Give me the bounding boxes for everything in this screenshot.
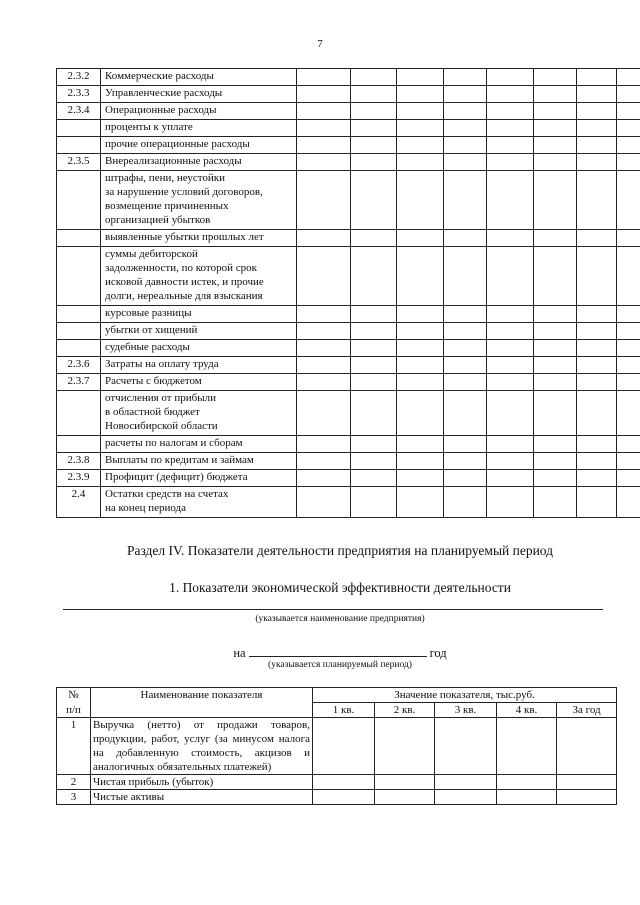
value-cell[interactable] — [617, 306, 640, 323]
row-name-line: Управленческие расходы — [105, 87, 223, 99]
enterprise-caption: (указывается наименование предприятия) — [255, 614, 425, 624]
indicator-value-cell[interactable] — [435, 790, 497, 805]
value-cell[interactable] — [444, 120, 487, 137]
value-cell[interactable] — [577, 69, 617, 86]
indicator-value-cell[interactable] — [435, 718, 497, 775]
period-suffix: год — [429, 646, 447, 660]
indicator-value-cell[interactable] — [557, 775, 617, 790]
value-cell[interactable] — [577, 436, 617, 453]
value-cell[interactable] — [297, 230, 351, 247]
row-number: 2.3.8 — [57, 453, 101, 470]
value-cell[interactable] — [397, 247, 444, 306]
value-cell[interactable] — [577, 340, 617, 357]
value-cell[interactable] — [617, 470, 640, 487]
value-cell[interactable] — [617, 357, 640, 374]
value-cell[interactable] — [444, 323, 487, 340]
value-cell[interactable] — [577, 103, 617, 120]
value-cell[interactable] — [617, 120, 640, 137]
enterprise-name-line — [63, 609, 603, 610]
value-cell[interactable] — [351, 154, 397, 171]
period-header: 2 кв. — [375, 703, 435, 718]
value-cell[interactable] — [577, 323, 617, 340]
budget-row — [57, 340, 640, 357]
value-cell[interactable] — [534, 470, 577, 487]
value-cell[interactable] — [617, 171, 640, 230]
value-cell[interactable] — [487, 453, 534, 470]
row-name — [101, 247, 297, 306]
budget-row — [57, 230, 640, 247]
value-cell[interactable] — [577, 171, 617, 230]
row-name-line: отчисления от прибыли — [105, 392, 216, 404]
value-cell[interactable] — [444, 357, 487, 374]
value-cell[interactable] — [444, 340, 487, 357]
row-name — [101, 453, 297, 470]
value-cell[interactable] — [487, 230, 534, 247]
row-name — [101, 487, 297, 518]
value-cell[interactable] — [351, 171, 397, 230]
indicator-value-cell[interactable] — [557, 790, 617, 805]
period-prefix: на — [233, 646, 246, 660]
row-number — [57, 306, 101, 323]
value-cell[interactable] — [297, 323, 351, 340]
value-cell[interactable] — [397, 137, 444, 154]
row-name — [101, 357, 297, 374]
value-cell[interactable] — [297, 306, 351, 323]
value-cell[interactable] — [397, 374, 444, 391]
value-cell[interactable] — [534, 487, 577, 518]
value-cell[interactable] — [297, 470, 351, 487]
value-cell[interactable] — [577, 137, 617, 154]
value-cell[interactable] — [577, 453, 617, 470]
value-cell[interactable] — [297, 453, 351, 470]
value-cell[interactable] — [351, 137, 397, 154]
value-cell[interactable] — [487, 120, 534, 137]
indicator-value-cell[interactable] — [375, 718, 435, 775]
value-cell[interactable] — [617, 374, 640, 391]
row-number — [57, 137, 101, 154]
value-cell[interactable] — [297, 487, 351, 518]
value-cell[interactable] — [397, 230, 444, 247]
value-cell[interactable] — [534, 374, 577, 391]
indicator-number: 3 — [57, 790, 91, 805]
value-cell[interactable] — [487, 86, 534, 103]
header-name-2 — [91, 703, 313, 718]
value-cell[interactable] — [577, 357, 617, 374]
row-name-line: Внереализационные расходы — [105, 155, 242, 167]
header-name: Наименование показателя — [91, 688, 313, 703]
row-name — [101, 86, 297, 103]
row-number — [57, 247, 101, 306]
value-cell[interactable] — [617, 247, 640, 306]
budget-row — [57, 487, 640, 518]
value-cell[interactable] — [617, 391, 640, 436]
budget-row — [57, 470, 640, 487]
value-cell[interactable] — [297, 154, 351, 171]
value-cell[interactable] — [534, 247, 577, 306]
value-cell[interactable] — [397, 323, 444, 340]
value-cell[interactable] — [577, 470, 617, 487]
budget-row — [57, 436, 640, 453]
value-cell[interactable] — [534, 230, 577, 247]
value-cell[interactable] — [534, 171, 577, 230]
budget-row — [57, 391, 640, 436]
period-header: 1 кв. — [313, 703, 375, 718]
indicator-number: 1 — [57, 718, 91, 775]
indicator-value-cell[interactable] — [497, 790, 557, 805]
value-cell[interactable] — [487, 137, 534, 154]
value-cell[interactable] — [534, 137, 577, 154]
row-name-line: расчеты по налогам и сборам — [105, 437, 243, 449]
indicator-value-cell[interactable] — [497, 718, 557, 775]
value-cell[interactable] — [534, 86, 577, 103]
row-number — [57, 171, 101, 230]
budget-row — [57, 323, 640, 340]
period-header: 3 кв. — [435, 703, 497, 718]
row-name-line: прочие операционные расходы — [105, 138, 250, 150]
value-cell[interactable] — [534, 436, 577, 453]
value-cell[interactable] — [444, 103, 487, 120]
row-name-line: суммы дебиторской — [105, 248, 198, 260]
row-name-line: Выплаты по кредитам и займам — [105, 454, 254, 466]
value-cell[interactable] — [444, 374, 487, 391]
value-cell[interactable] — [487, 487, 534, 518]
value-cell[interactable] — [297, 391, 351, 436]
row-number: 2.3.2 — [57, 69, 101, 86]
value-cell[interactable] — [534, 453, 577, 470]
value-cell[interactable] — [534, 391, 577, 436]
value-cell[interactable] — [351, 247, 397, 306]
value-cell[interactable] — [617, 230, 640, 247]
value-cell[interactable] — [397, 86, 444, 103]
value-cell[interactable] — [487, 306, 534, 323]
value-cell[interactable] — [577, 306, 617, 323]
value-cell[interactable] — [351, 470, 397, 487]
value-cell[interactable] — [487, 154, 534, 171]
budget-row — [57, 357, 640, 374]
value-cell[interactable] — [617, 154, 640, 171]
row-name-line: Расчеты с бюджетом — [105, 375, 202, 387]
indicator-name: Чистые активы — [91, 790, 313, 805]
value-cell[interactable] — [487, 391, 534, 436]
indicator-row — [57, 775, 617, 790]
value-cell[interactable] — [397, 357, 444, 374]
row-name — [101, 171, 297, 230]
row-name — [101, 306, 297, 323]
budget-row — [57, 374, 640, 391]
budget-row — [57, 86, 640, 103]
row-name-line: в областной бюджет — [105, 406, 200, 418]
row-name-line: Операционные расходы — [105, 104, 217, 116]
row-number — [57, 120, 101, 137]
value-cell[interactable] — [351, 69, 397, 86]
value-cell[interactable] — [351, 374, 397, 391]
value-cell[interactable] — [617, 137, 640, 154]
row-name — [101, 154, 297, 171]
value-cell[interactable] — [397, 171, 444, 230]
budget-row — [57, 306, 640, 323]
indicator-value-cell[interactable] — [375, 790, 435, 805]
value-cell[interactable] — [297, 171, 351, 230]
value-cell[interactable] — [397, 103, 444, 120]
indicator-value-cell[interactable] — [497, 775, 557, 790]
row-name-line: убытки от хищений — [105, 324, 198, 336]
row-number — [57, 436, 101, 453]
value-cell[interactable] — [297, 86, 351, 103]
budget-row — [57, 120, 640, 137]
row-name-line: выявленные убытки прошлых лет — [105, 231, 264, 243]
row-number: 2.3.6 — [57, 357, 101, 374]
value-cell[interactable] — [487, 470, 534, 487]
value-cell[interactable] — [487, 357, 534, 374]
row-name-line: организацией убытков — [105, 214, 211, 226]
indicator-value-cell[interactable] — [313, 718, 375, 775]
budget-row — [57, 453, 640, 470]
value-cell[interactable] — [297, 374, 351, 391]
indicator-value-cell[interactable] — [313, 790, 375, 805]
value-cell[interactable] — [577, 86, 617, 103]
row-name — [101, 69, 297, 86]
value-cell[interactable] — [534, 103, 577, 120]
indicator-row — [57, 718, 617, 775]
budget-row — [57, 137, 640, 154]
value-cell[interactable] — [487, 69, 534, 86]
budget-row — [57, 171, 640, 230]
value-cell[interactable] — [487, 436, 534, 453]
value-cell[interactable] — [577, 154, 617, 171]
value-cell[interactable] — [487, 374, 534, 391]
row-name — [101, 340, 297, 357]
row-name — [101, 470, 297, 487]
value-cell[interactable] — [351, 230, 397, 247]
row-name-line: возмещение причиненных — [105, 200, 229, 212]
value-cell[interactable] — [617, 487, 640, 518]
row-name — [101, 137, 297, 154]
row-name-line: курсовые разницы — [105, 307, 192, 319]
value-cell[interactable] — [297, 103, 351, 120]
row-name — [101, 120, 297, 137]
period-blank — [249, 645, 427, 657]
indicator-value-cell[interactable] — [313, 775, 375, 790]
indicator-number: 2 — [57, 775, 91, 790]
header-num-2: п/п — [57, 703, 91, 718]
value-cell[interactable] — [397, 391, 444, 436]
value-cell[interactable] — [487, 103, 534, 120]
indicator-row — [57, 790, 617, 805]
value-cell[interactable] — [444, 306, 487, 323]
value-cell[interactable] — [351, 86, 397, 103]
value-cell[interactable] — [444, 470, 487, 487]
budget-row — [57, 247, 640, 306]
value-cell[interactable] — [617, 453, 640, 470]
row-number — [57, 391, 101, 436]
value-cell[interactable] — [297, 137, 351, 154]
value-cell[interactable] — [577, 391, 617, 436]
row-name — [101, 230, 297, 247]
page-number: 7 — [317, 38, 323, 50]
row-name-line: штрафы, пени, неустойки — [105, 172, 226, 184]
value-cell[interactable] — [444, 487, 487, 518]
value-cell[interactable] — [351, 436, 397, 453]
row-number — [57, 230, 101, 247]
value-cell[interactable] — [397, 306, 444, 323]
indicator-name: Выручка (нетто) от продажи товаров, продукции, работ, услуг (за минусом налога на добавленную стоимость, акцизов и аналогичных обязательных платежей) — [91, 718, 313, 775]
value-cell[interactable] — [487, 171, 534, 230]
value-cell[interactable] — [351, 357, 397, 374]
value-cell[interactable] — [617, 69, 640, 86]
row-name — [101, 436, 297, 453]
row-number — [57, 340, 101, 357]
budget-row — [57, 69, 640, 86]
value-cell[interactable] — [297, 120, 351, 137]
value-cell[interactable] — [577, 120, 617, 137]
value-cell[interactable] — [444, 86, 487, 103]
value-cell[interactable] — [351, 391, 397, 436]
value-cell[interactable] — [444, 171, 487, 230]
value-cell[interactable] — [297, 69, 351, 86]
value-cell[interactable] — [297, 247, 351, 306]
period-header: За год — [557, 703, 617, 718]
row-name-line: за нарушение условий договоров, — [105, 186, 263, 198]
value-cell[interactable] — [444, 436, 487, 453]
indicator-value-cell[interactable] — [557, 718, 617, 775]
period-caption: (указывается планируемый период) — [268, 660, 412, 670]
row-name-line: проценты к уплате — [105, 121, 193, 133]
value-cell[interactable] — [617, 86, 640, 103]
value-cell[interactable] — [617, 103, 640, 120]
budget-table — [56, 68, 640, 518]
value-cell[interactable] — [297, 357, 351, 374]
value-cell[interactable] — [577, 247, 617, 306]
row-name-line: задолженности, по которой срок — [105, 262, 257, 274]
value-cell[interactable] — [397, 487, 444, 518]
row-name-line: судебные расходы — [105, 341, 190, 353]
period-line — [0, 645, 640, 661]
value-cell[interactable] — [617, 436, 640, 453]
row-number: 2.3.5 — [57, 154, 101, 171]
value-cell[interactable] — [534, 323, 577, 340]
value-cell[interactable] — [444, 154, 487, 171]
budget-row — [57, 103, 640, 120]
row-number: 2.3.9 — [57, 470, 101, 487]
row-name — [101, 103, 297, 120]
header-value: Значение показателя, тыс.руб. — [313, 688, 617, 703]
value-cell[interactable] — [397, 470, 444, 487]
value-cell[interactable] — [534, 306, 577, 323]
row-number: 2.3.7 — [57, 374, 101, 391]
row-number — [57, 323, 101, 340]
value-cell[interactable] — [534, 340, 577, 357]
value-cell[interactable] — [577, 230, 617, 247]
value-cell[interactable] — [534, 120, 577, 137]
subsection-title: 1. Показатели экономической эффективности деятельности — [169, 580, 511, 595]
value-cell[interactable] — [351, 103, 397, 120]
value-cell[interactable] — [444, 137, 487, 154]
section-title: Раздел IV. Показатели деятельности предприятия на планируемый период — [126, 543, 554, 558]
budget-row — [57, 154, 640, 171]
value-cell[interactable] — [397, 436, 444, 453]
row-name-line: исковой давности истек, и прочие — [105, 276, 264, 288]
value-cell[interactable] — [297, 436, 351, 453]
row-number: 2.4 — [57, 487, 101, 518]
value-cell[interactable] — [444, 247, 487, 306]
row-name-line: Затраты на оплату труда — [105, 358, 219, 370]
value-cell[interactable] — [444, 453, 487, 470]
header-num: № — [57, 688, 91, 703]
period-header: 4 кв. — [497, 703, 557, 718]
value-cell[interactable] — [351, 340, 397, 357]
value-cell[interactable] — [351, 323, 397, 340]
value-cell[interactable] — [351, 453, 397, 470]
value-cell[interactable] — [397, 453, 444, 470]
value-cell[interactable] — [534, 154, 577, 171]
value-cell[interactable] — [351, 487, 397, 518]
row-name-line: Профицит (дефицит) бюджета — [105, 471, 248, 483]
row-name-line: долги, нереальные для взыскания — [105, 290, 263, 302]
value-cell[interactable] — [297, 340, 351, 357]
row-name-line: на конец периода — [105, 502, 187, 514]
indicator-name: Чистая прибыль (убыток) — [91, 775, 313, 790]
indicator-value-cell[interactable] — [375, 775, 435, 790]
value-cell[interactable] — [397, 120, 444, 137]
value-cell[interactable] — [487, 340, 534, 357]
value-cell[interactable] — [397, 340, 444, 357]
value-cell[interactable] — [577, 487, 617, 518]
value-cell[interactable] — [444, 69, 487, 86]
value-cell[interactable] — [351, 306, 397, 323]
value-cell[interactable] — [397, 154, 444, 171]
value-cell[interactable] — [487, 323, 534, 340]
value-cell[interactable] — [577, 374, 617, 391]
value-cell[interactable] — [617, 323, 640, 340]
value-cell[interactable] — [444, 391, 487, 436]
row-number: 2.3.3 — [57, 86, 101, 103]
value-cell[interactable] — [534, 357, 577, 374]
row-name — [101, 391, 297, 436]
value-cell[interactable] — [617, 340, 640, 357]
row-name-line: Остатки средств на счетах — [105, 488, 229, 500]
value-cell[interactable] — [444, 230, 487, 247]
row-name-line: Новосибирской области — [105, 420, 218, 432]
row-name-line: Коммерческие расходы — [105, 70, 214, 82]
indicator-value-cell[interactable] — [435, 775, 497, 790]
indicators-table — [56, 687, 617, 805]
value-cell[interactable] — [487, 247, 534, 306]
value-cell[interactable] — [351, 120, 397, 137]
row-name — [101, 374, 297, 391]
value-cell[interactable] — [397, 69, 444, 86]
row-name — [101, 323, 297, 340]
value-cell[interactable] — [534, 69, 577, 86]
row-number: 2.3.4 — [57, 103, 101, 120]
